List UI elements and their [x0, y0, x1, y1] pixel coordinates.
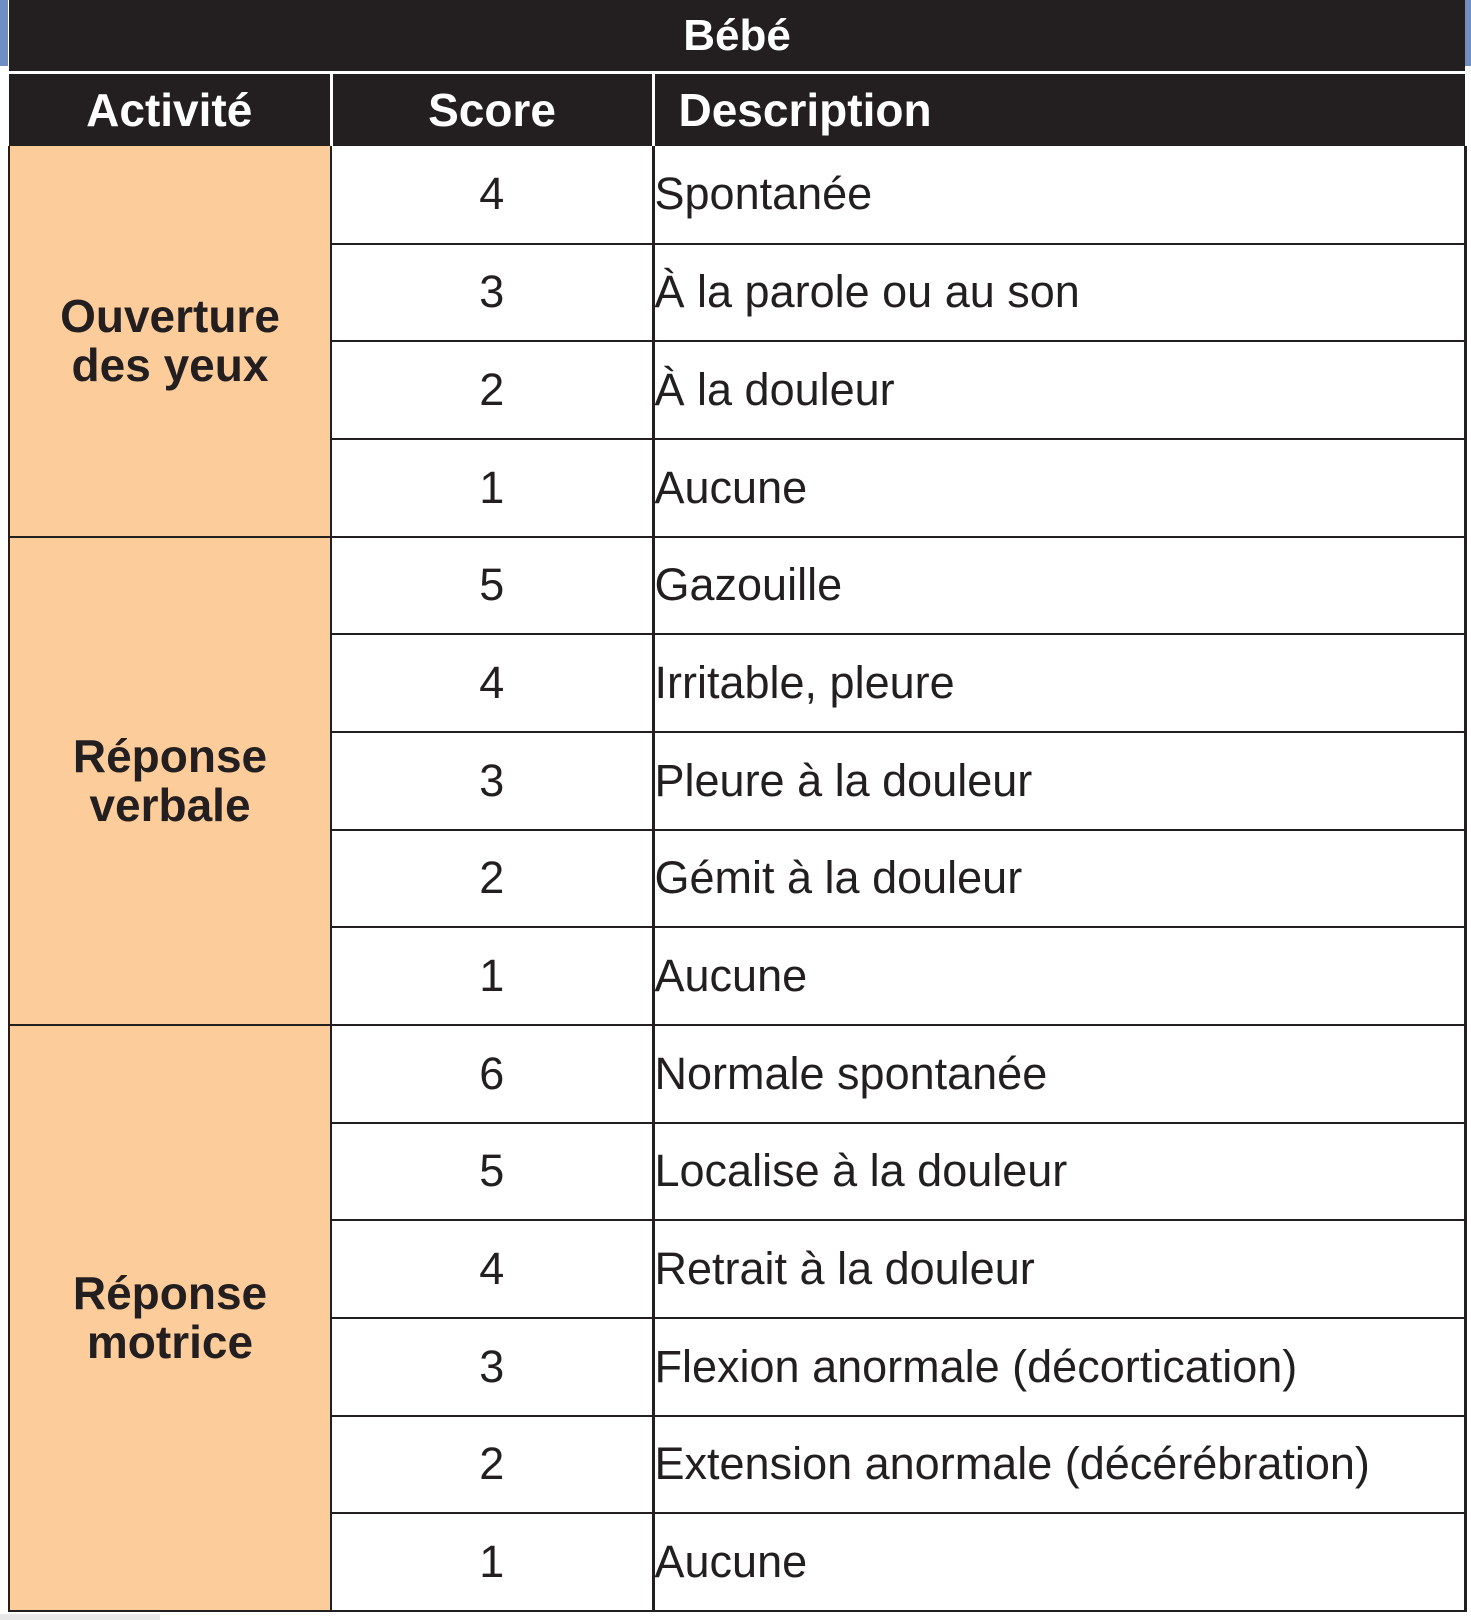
column-header-activity: Activité: [9, 73, 331, 147]
score-cell: 2: [331, 830, 653, 928]
activity-label: Réponse verbale: [72, 729, 268, 831]
description-cell: Gazouille: [653, 537, 1465, 635]
activity-label: Réponse motrice: [72, 1266, 268, 1368]
column-header-description: Description: [653, 73, 1465, 147]
activity-cell: [9, 146, 331, 537]
table-row: [9, 537, 1465, 635]
description-cell: Pleure à la douleur: [653, 732, 1465, 830]
description-cell: Retrait à la douleur: [653, 1220, 1465, 1318]
description-cell: Aucune: [653, 927, 1465, 1025]
score-cell: 1: [331, 927, 653, 1025]
score-table-container: [8, 0, 1464, 1612]
score-cell: 1: [331, 439, 653, 537]
activity-cell: [9, 537, 331, 1025]
table-body: [9, 146, 1465, 1611]
score-cell: 5: [331, 1123, 653, 1221]
description-cell: Aucune: [653, 1513, 1465, 1611]
score-cell: 2: [331, 341, 653, 439]
score-cell: 4: [331, 146, 653, 244]
table-title-row: [9, 0, 1465, 73]
activity-label: Ouverture des yeux: [60, 289, 280, 391]
score-cell: 5: [331, 537, 653, 635]
score-cell: 3: [331, 732, 653, 830]
table-row: [9, 146, 1465, 244]
score-cell: 4: [331, 1220, 653, 1318]
description-cell: Spontanée: [653, 146, 1465, 244]
score-cell: 2: [331, 1416, 653, 1514]
score-cell: 1: [331, 1513, 653, 1611]
description-cell: Extension anormale (décérébration): [653, 1416, 1465, 1514]
description-cell: Aucune: [653, 439, 1465, 537]
description-cell: Gémit à la douleur: [653, 830, 1465, 928]
description-cell: Irritable, pleure: [653, 634, 1465, 732]
description-cell: À la douleur: [653, 341, 1465, 439]
table-header-row: [9, 73, 1465, 147]
activity-cell: [9, 1025, 331, 1611]
column-header-score: Score: [331, 73, 653, 147]
bottom-edge-shade: [0, 1614, 160, 1620]
score-cell: 6: [331, 1025, 653, 1123]
baby-score-table: [8, 0, 1467, 1612]
description-cell: Normale spontanée: [653, 1025, 1465, 1123]
score-cell: 3: [331, 244, 653, 342]
description-cell: Localise à la douleur: [653, 1123, 1465, 1221]
score-cell: 3: [331, 1318, 653, 1416]
description-cell: Flexion anormale (décortication): [653, 1318, 1465, 1416]
description-cell: À la parole ou au son: [653, 244, 1465, 342]
table-row: [9, 1025, 1465, 1123]
score-cell: 4: [331, 634, 653, 732]
table-title: Bébé: [9, 0, 1465, 73]
